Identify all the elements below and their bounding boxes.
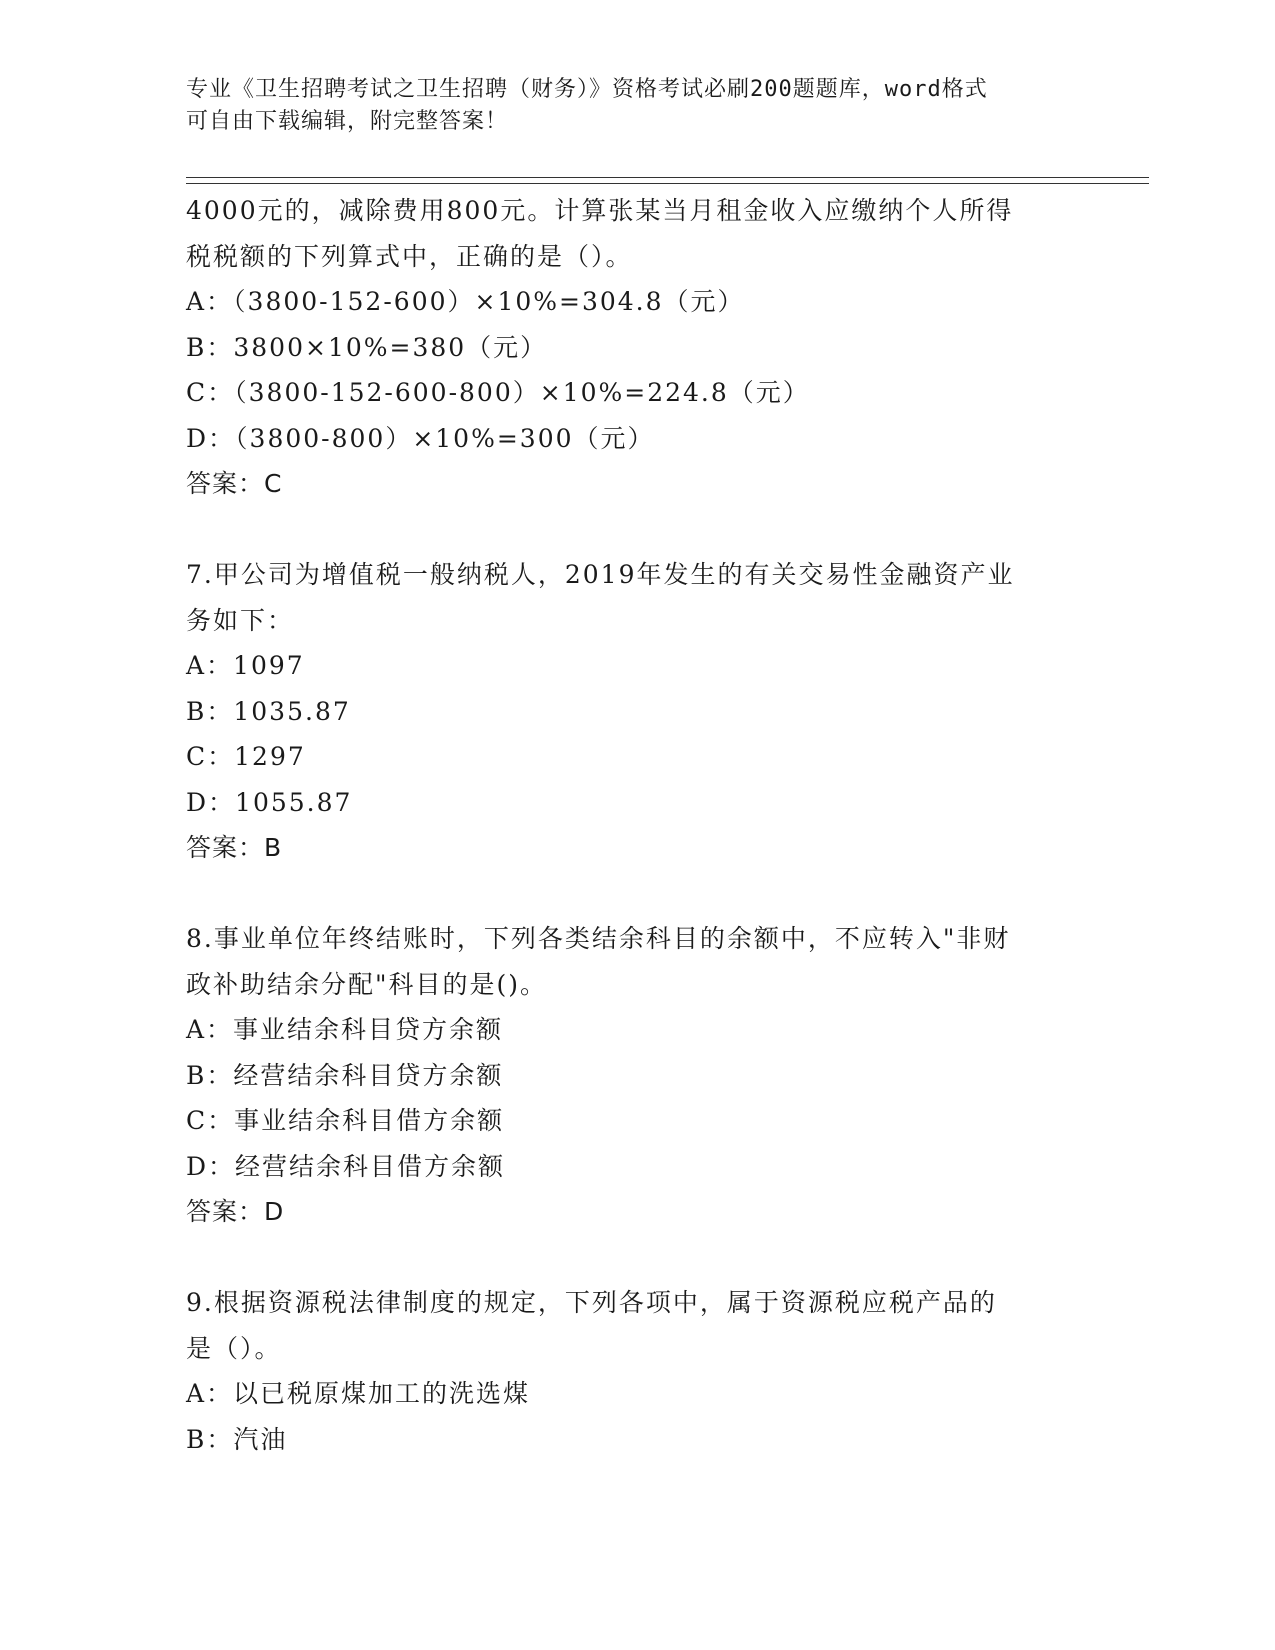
question-stem: 是（）。 (186, 1333, 282, 1363)
spacer (186, 871, 1086, 917)
header-title-line-2: 可自由下载编辑，附完整答案！ (186, 109, 509, 134)
answer: 答案：C (186, 469, 283, 498)
header-divider-bottom (186, 183, 1149, 184)
question-stem: 9.根据资源税法律制度的规定，下列各项中，属于资源税应税产品的 (186, 1288, 997, 1317)
spacer (186, 1235, 1086, 1281)
option-b: B：1035.87 (186, 696, 351, 726)
option-c: C：事业结余科目借方余额 (186, 1106, 505, 1135)
option-b: B：3800×10%=380（元） (186, 332, 548, 362)
header-divider-top (186, 177, 1149, 178)
question-stem: 务如下： (186, 605, 295, 635)
option-d: D：1055.87 (186, 787, 353, 817)
spacer (186, 507, 1086, 553)
question-stem: 税税额的下列算式中，正确的是（）。 (186, 241, 633, 271)
question-stem: 4000元的，减除费用800元。计算张某当月租金收入应缴纳个人所得 (186, 196, 1014, 225)
document-header (186, 74, 1066, 138)
option-a: A：1097 (186, 651, 305, 680)
option-c: C：（3800-152-600-800）×10%=224.8（元） (186, 378, 810, 407)
question-stem: 政补助结余分配"科目的是()。 (186, 969, 548, 999)
question-8 (186, 916, 1086, 1235)
option-c: C：1297 (186, 742, 306, 771)
header-title-line-1: 专业《卫生招聘考试之卫生招聘（财务）》资格考试必刷200题题库，word格式 (186, 77, 988, 102)
question-7 (186, 552, 1086, 871)
option-a: A：事业结余科目贷方余额 (186, 1015, 504, 1044)
option-d: D：经营结余科目借方余额 (186, 1151, 506, 1181)
option-a: A：（3800-152-600）×10%=304.8（元） (186, 287, 745, 316)
answer: 答案：D (186, 1197, 285, 1226)
option-d: D：（3800-800）×10%=300（元） (186, 423, 655, 453)
question-6 (186, 188, 1086, 507)
answer: 答案：B (186, 833, 283, 862)
option-a: A：以已税原煤加工的洗选煤 (186, 1379, 531, 1408)
question-list (186, 188, 1086, 1462)
question-stem: 7.甲公司为增值税一般纳税人，2019年发生的有关交易性金融资产业 (186, 560, 1015, 589)
option-b: B：经营结余科目贷方余额 (186, 1060, 504, 1090)
option-b: B：汽油 (186, 1424, 288, 1454)
question-stem: 8.事业单位年终结账时，下列各类结余科目的余额中，不应转入"非财 (186, 924, 1011, 953)
question-9 (186, 1280, 1086, 1462)
